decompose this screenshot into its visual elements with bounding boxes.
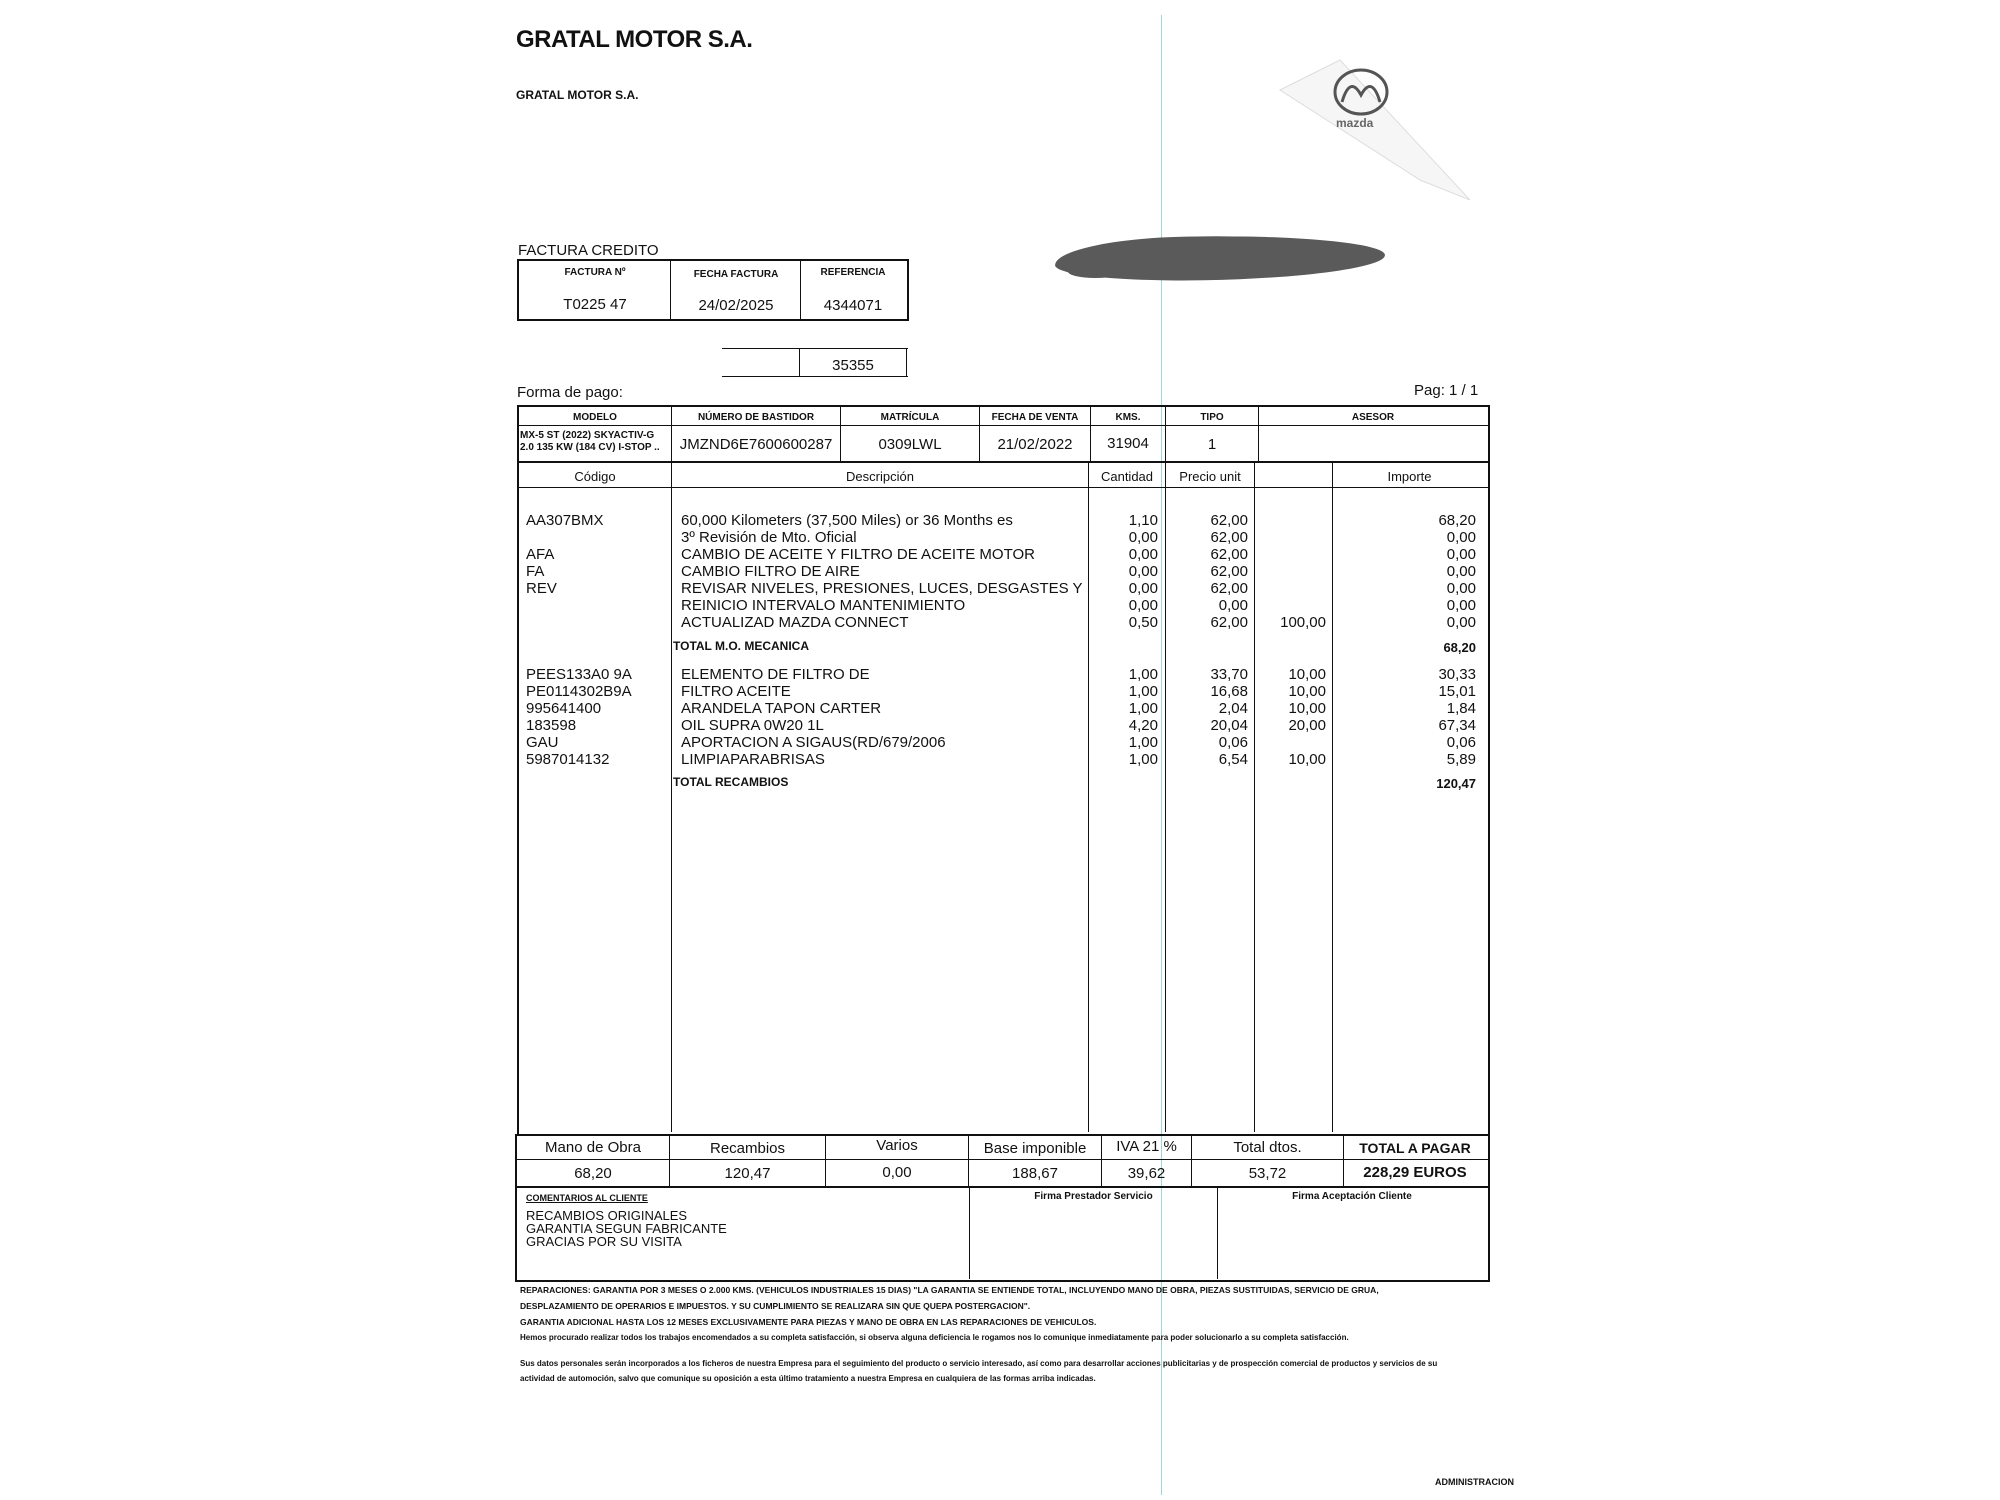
parts-description: ELEMENTO DE FILTRO DE bbox=[681, 666, 870, 683]
parts-quantity: 1,00 bbox=[1128, 751, 1158, 768]
invoice-number-label: FACTURA Nº bbox=[564, 267, 626, 278]
col-amount: Importe bbox=[1387, 469, 1432, 484]
invoice-reference-label: REFERENCIA bbox=[820, 267, 886, 278]
labor-description: 60,000 Kilometers (37,500 Miles) or 36 Months es bbox=[681, 512, 1013, 529]
parts-amount: 15,01 bbox=[1438, 683, 1476, 700]
vat-label: IVA 21 % bbox=[1116, 1138, 1177, 1155]
labor-description: REINICIO INTERVALO MANTENIMIENTO bbox=[681, 597, 966, 614]
parts-total-label: TOTAL RECAMBIOS bbox=[673, 775, 789, 789]
grand-total-label: TOTAL A PAGAR bbox=[1359, 1140, 1471, 1156]
advisor-label: ASESOR bbox=[1351, 412, 1395, 423]
labor-unit-price: 62,00 bbox=[1210, 529, 1248, 546]
col-description: Descripción bbox=[846, 469, 914, 484]
legal-line-2: DESPLAZAMIENTO DE OPERARIOS E IMPUESTOS. Y SU CUMPLIMIENTO SE REALIZARA SIN QUE QUEPA POSTERGACION". bbox=[520, 1301, 1031, 1311]
company-name-small: GRATAL MOTOR S.A. bbox=[516, 88, 639, 102]
labor-quantity: 0,50 bbox=[1128, 614, 1158, 631]
sale-date-label: FECHA DE VENTA bbox=[991, 412, 1079, 423]
parts-code: 995641400 bbox=[526, 700, 602, 717]
labor-unit-price: 0,00 bbox=[1218, 597, 1248, 614]
parts-amount: 30,33 bbox=[1438, 666, 1476, 683]
labor-quantity: 1,10 bbox=[1128, 512, 1158, 529]
parts-code: 5987014132 bbox=[526, 751, 610, 768]
parts-unit-price: 0,06 bbox=[1218, 734, 1248, 751]
parts-amount: 5,89 bbox=[1446, 751, 1476, 768]
vat-amount: 39,62 bbox=[1127, 1165, 1166, 1182]
parts-unit-price: 16,68 bbox=[1210, 683, 1248, 700]
labor-unit-price: 62,00 bbox=[1210, 580, 1248, 597]
model-label: MODELO bbox=[573, 412, 617, 423]
labor-amount: 0,00 bbox=[1446, 597, 1476, 614]
privacy-line-2: actividad de automoción, salvo que comunique su oposición a esta último tratamiento a nuestra Empresa en cualquiera de las formas arriba indicadas. bbox=[520, 1374, 1096, 1383]
labor-description: CAMBIO FILTRO DE AIRE bbox=[681, 563, 860, 580]
misc-sum-label: Varios bbox=[876, 1137, 918, 1154]
kms-label: KMS. bbox=[1115, 412, 1141, 423]
parts-discount: 10,00 bbox=[1288, 666, 1326, 683]
labor-unit-price: 62,00 bbox=[1210, 614, 1248, 631]
labor-amount: 68,20 bbox=[1438, 512, 1476, 529]
parts-description: APORTACION A SIGAUS(RD/679/2006 bbox=[681, 734, 946, 751]
legal-line-4: Hemos procurado realizar todos los trabajos encomendados a su completa satisfacción, si observa alguna deficiencia le rogamos nos lo comunique inmediatamente para poder solucionarlo a su completa satisfacción. bbox=[520, 1333, 1349, 1342]
labor-quantity: 0,00 bbox=[1128, 597, 1158, 614]
tax-base: 188,67 bbox=[1012, 1165, 1058, 1182]
privacy-line-1: Sus datos personales serán incorporados a los ficheros de nuestra Empresa para el seguimiento del producto o servicio interesado, así como para desarrollar acciones publicitarias y de prospección comercial de productos y servicios de su bbox=[520, 1359, 1438, 1368]
labor-unit-price: 62,00 bbox=[1210, 563, 1248, 580]
labor-quantity: 0,00 bbox=[1128, 529, 1158, 546]
parts-description: LIMPIAPARABRISAS bbox=[681, 751, 825, 768]
sale-date-value: 21/02/2022 bbox=[997, 436, 1073, 453]
misc-sum: 0,00 bbox=[882, 1164, 912, 1181]
type-value: 1 bbox=[1207, 436, 1217, 453]
parts-code: PE0114302B9A bbox=[526, 683, 632, 700]
doc-type: FACTURA CREDITO bbox=[518, 242, 659, 259]
parts-discount: 10,00 bbox=[1288, 700, 1326, 717]
labor-sum: 68,20 bbox=[574, 1165, 612, 1182]
page-indicator: Pag: 1 / 1 bbox=[1414, 382, 1479, 399]
labor-sum-label: Mano de Obra bbox=[545, 1139, 641, 1156]
parts-unit-price: 33,70 bbox=[1210, 666, 1248, 683]
parts-unit-price: 6,54 bbox=[1218, 751, 1248, 768]
parts-discount: 20,00 bbox=[1288, 717, 1326, 734]
parts-sum: 120,47 bbox=[724, 1165, 771, 1182]
comments-lines: RECAMBIOS ORIGINALES GARANTIA SEGUN FABRICANTE GRACIAS POR SU VISITA bbox=[526, 1208, 727, 1249]
col-unit-price: Precio unit bbox=[1179, 469, 1241, 484]
col-quantity: Cantidad bbox=[1100, 469, 1154, 484]
legal-line-3: GARANTIA ADICIONAL HASTA LOS 12 MESES EXCLUSIVAMENTE PARA PIEZAS Y MANO DE OBRA EN LAS REPARACIONES DE VEHICULOS. bbox=[520, 1317, 1097, 1327]
footer-label: ADMINISTRACION bbox=[1435, 1477, 1514, 1487]
legal-line-1: REPARACIONES: GARANTIA POR 3 MESES O 2.000 KMS. (VEHICULOS INDUSTRIALES 15 DIAS) "LA GARANTIA SE ENTIENDE TOTAL, INCLUYENDO MANO DE OBRA, PIEZAS SUSTITUIDAS, SERVICIO DE GRUA, bbox=[520, 1285, 1379, 1295]
labor-total-label: TOTAL M.O. MECANICA bbox=[673, 639, 809, 653]
parts-discount: 10,00 bbox=[1288, 683, 1326, 700]
labor-description: ACTUALIZAD MAZDA CONNECT bbox=[681, 614, 909, 631]
parts-unit-price: 2,04 bbox=[1218, 700, 1248, 717]
labor-total-value: 68,20 bbox=[1443, 640, 1476, 655]
total-discount-label: Total dtos. bbox=[1233, 1139, 1302, 1156]
parts-discount: 10,00 bbox=[1288, 751, 1326, 768]
parts-quantity: 1,00 bbox=[1128, 683, 1158, 700]
labor-description: CAMBIO DE ACEITE Y FILTRO DE ACEITE MOTOR bbox=[681, 546, 1035, 563]
invoice-number: T0225 47 bbox=[563, 296, 627, 313]
parts-code: GAU bbox=[526, 734, 559, 751]
mazda-logo bbox=[1270, 50, 1470, 200]
labor-description: 3º Revisión de Mto. Oficial bbox=[681, 529, 857, 546]
labor-amount: 0,00 bbox=[1446, 563, 1476, 580]
parts-quantity: 1,00 bbox=[1128, 734, 1158, 751]
labor-discount: 100,00 bbox=[1280, 614, 1326, 631]
type-label: TIPO bbox=[1200, 412, 1224, 423]
parts-code: 183598 bbox=[526, 717, 577, 734]
parts-description: OIL SUPRA 0W20 1L bbox=[681, 717, 824, 734]
parts-amount: 67,34 bbox=[1438, 717, 1476, 734]
invoice-date: 24/02/2025 bbox=[698, 297, 774, 314]
comments-title: COMENTARIOS AL CLIENTE bbox=[526, 1193, 648, 1203]
parts-amount: 1,84 bbox=[1446, 700, 1476, 717]
labor-amount: 0,00 bbox=[1446, 546, 1476, 563]
labor-quantity: 0,00 bbox=[1128, 546, 1158, 563]
labor-unit-price: 62,00 bbox=[1210, 546, 1248, 563]
order-number: 35355 bbox=[832, 357, 874, 374]
parts-total-value: 120,47 bbox=[1436, 776, 1476, 791]
total-discount: 53,72 bbox=[1248, 1165, 1287, 1182]
company-name: GRATAL MOTOR S.A. bbox=[516, 26, 753, 53]
parts-description: FILTRO ACEITE bbox=[681, 683, 791, 700]
kms-value: 31904 bbox=[1107, 435, 1149, 452]
parts-quantity: 4,20 bbox=[1128, 717, 1158, 734]
vin-label: NÚMERO DE BASTIDOR bbox=[697, 412, 815, 423]
client-signature-label: Firma Aceptación Cliente bbox=[1292, 1191, 1412, 1202]
plate-value: 0309LWL bbox=[878, 436, 942, 453]
labor-code: AFA bbox=[526, 546, 555, 563]
tax-base-label: Base imponible bbox=[983, 1140, 1087, 1157]
labor-code: FA bbox=[526, 563, 545, 580]
labor-amount: 0,00 bbox=[1446, 529, 1476, 546]
brand-name: mazda bbox=[1336, 116, 1374, 130]
col-code: Código bbox=[574, 469, 616, 484]
invoice-date-label: FECHA FACTURA bbox=[693, 269, 779, 280]
labor-amount: 0,00 bbox=[1446, 614, 1476, 631]
parts-unit-price: 20,04 bbox=[1210, 717, 1248, 734]
labor-amount: 0,00 bbox=[1446, 580, 1476, 597]
parts-description: ARANDELA TAPON CARTER bbox=[681, 700, 882, 717]
labor-quantity: 0,00 bbox=[1128, 563, 1158, 580]
provider-signature-label: Firma Prestador Servicio bbox=[1034, 1191, 1153, 1202]
labor-unit-price: 62,00 bbox=[1210, 512, 1248, 529]
model-value: MX-5 ST (2022) SKYACTIV-G 2.0 135 KW (184 CV) I-STOP .. bbox=[520, 430, 660, 453]
labor-code: REV bbox=[526, 580, 557, 597]
parts-quantity: 1,00 bbox=[1128, 666, 1158, 683]
payment-label: Forma de pago: bbox=[517, 384, 623, 401]
vin-value: JMZND6E7600600287 bbox=[679, 436, 833, 453]
parts-amount: 0,06 bbox=[1446, 734, 1476, 751]
parts-quantity: 1,00 bbox=[1128, 700, 1158, 717]
labor-description: REVISAR NIVELES, PRESIONES, LUCES, DESGASTES Y bbox=[681, 580, 1083, 597]
parts-code: PEES133A0 9A bbox=[526, 666, 632, 683]
labor-code: AA307BMX bbox=[526, 512, 604, 529]
labor-quantity: 0,00 bbox=[1128, 580, 1158, 597]
invoice-reference: 4344071 bbox=[823, 297, 883, 314]
parts-sum-label: Recambios bbox=[709, 1140, 786, 1157]
grand-total: 228,29 EUROS bbox=[1363, 1164, 1467, 1181]
plate-label: MATRÍCULA bbox=[880, 412, 940, 423]
